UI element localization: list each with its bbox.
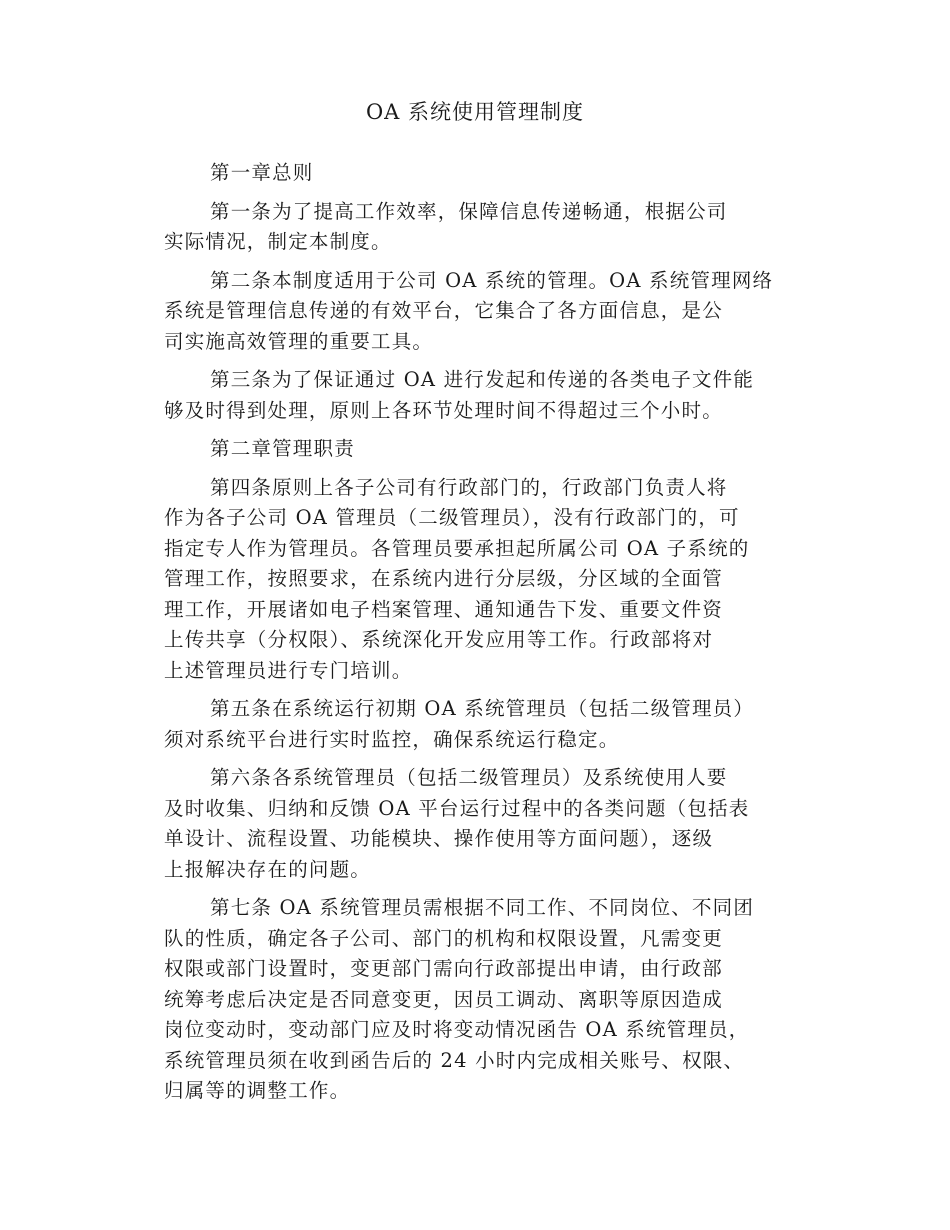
paragraph <box>164 694 786 755</box>
text-line: 第一章总则 <box>210 161 314 184</box>
text-line: 第一条为了提高工作效率，保障信息传递畅通，根据公司 <box>210 199 728 223</box>
text-line: 够及时得到处理，原则上各环节处理时间不得超过三个小时。 <box>164 398 723 422</box>
text-line: 及时收集、归纳和反馈 OA 平台运行过程中的各类问题（包括表 <box>164 796 750 820</box>
text-line: 系统管理员须在收到函告后的 24 小时内完成相关账号、权限、 <box>164 1048 745 1072</box>
text-line: 指定专人作为管理员。各管理员要承担起所属公司 OA 子系统的 <box>164 536 750 560</box>
document-body <box>164 158 786 1115</box>
text-line: 作为各子公司 OA 管理员（二级管理员），没有行政部门的，可 <box>164 506 740 529</box>
text-line: 统筹考虑后决定是否同意变更，因员工调动、离职等原因造成 <box>164 987 723 1011</box>
text-line: 理工作，开展诸如电子档案管理、通知通告下发、重要文件资 <box>164 597 723 621</box>
text-line: 上报解决存在的问题。 <box>164 857 372 881</box>
text-line: 第五条在系统运行初期 OA 系统管理员（包括二级管理员） <box>210 697 755 720</box>
text-line: 第四条原则上各子公司有行政部门的，行政部门负责人将 <box>210 475 728 499</box>
text-line: 实际情况，制定本制度。 <box>164 230 392 253</box>
text-line: 第六条各系统管理员（包括二级管理员）及系统使用人要 <box>210 766 728 789</box>
paragraph <box>164 473 786 687</box>
text-line: 归属等的调整工作。 <box>164 1079 351 1102</box>
text-line: 上述管理员进行专门培训。 <box>164 658 413 682</box>
text-line: 岗位变动时，变动部门应及时将变动情况函告 OA 系统管理员， <box>164 1018 750 1041</box>
paragraph <box>164 158 786 189</box>
text-line: 队的性质，确定各子公司、部门的机构和权限设置，凡需变更 <box>164 926 723 950</box>
text-line: 权限或部门设置时，变更部门需向行政部提出申请，由行政部 <box>164 957 723 980</box>
paragraph <box>164 365 786 426</box>
document-title: OA 系统使用管理制度 <box>365 100 585 124</box>
paragraph <box>164 266 786 358</box>
text-line: 管理工作，按照要求，在系统内进行分层级，分区域的全面管 <box>164 567 723 590</box>
text-line: 系统是管理信息传递的有效平台，它集合了各方面信息，是公 <box>164 299 723 322</box>
text-line: 第二条本制度适用于公司 OA 系统的管理。OA 系统管理网络 <box>210 268 774 292</box>
text-line: 第三条为了保证通过 OA 进行发起和传递的各类电子文件能 <box>210 368 755 391</box>
text-line: 上传共享（分权限）、系统深化开发应用等工作。行政部将对 <box>164 628 714 651</box>
paragraph <box>164 893 786 1107</box>
paragraph <box>164 763 786 885</box>
paragraph <box>164 434 786 465</box>
text-line: 第七条 OA 系统管理员需根据不同工作、不同岗位、不同团 <box>210 896 755 919</box>
text-line: 须对系统平台进行实时监控，确保系统运行稳定。 <box>164 727 620 751</box>
text-line: 司实施高效管理的重要工具。 <box>164 329 434 353</box>
text-line: 第二章管理职责 <box>210 437 355 460</box>
text-line: 单设计、流程设置、功能模块、操作使用等方面问题），逐级 <box>164 827 714 850</box>
paragraph <box>164 197 786 258</box>
